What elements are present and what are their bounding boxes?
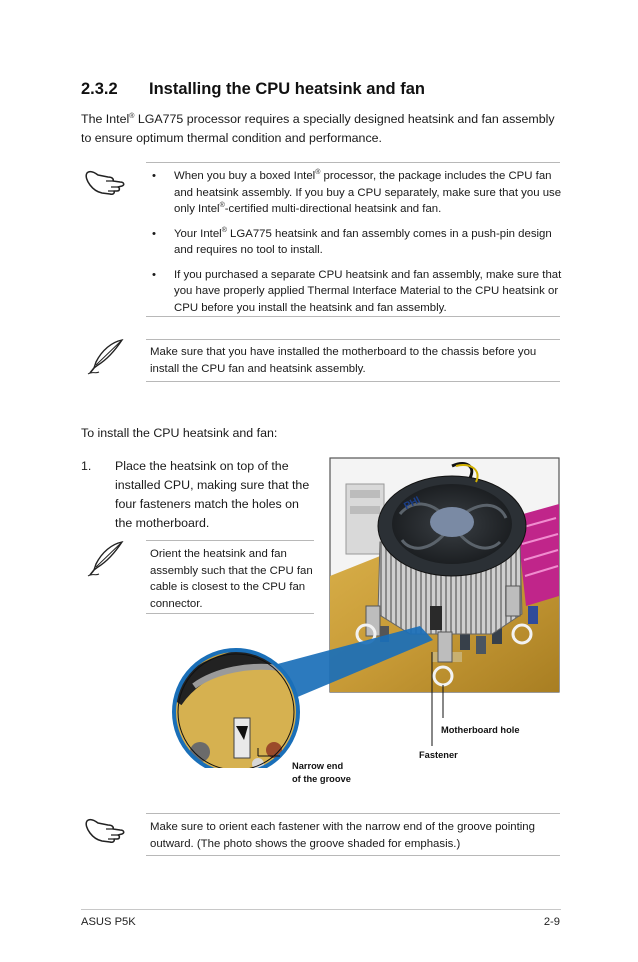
caution-text: Make sure that you have installed the motherboard to the chassis before you install the CPU fan and heatsink assembly. [150,346,537,375]
section-number: 2.3.2 [81,80,118,98]
note-top-rule [146,162,560,163]
list-item: • If you purchased a separate CPU heatsink and fan assembly, make sure that you have properly applied Thermal Interface Material to the CPU heatsink or CPU before you install the heatsink and fan assembly. [152,268,562,314]
quill-pen-icon [86,338,126,376]
step-text: Place the heatsink on top of the installed CPU, making sure that the four fasteners match the holes on the motherboard. [115,459,310,530]
list-item: • Your Intel® LGA775 heatsink and fan assembly comes in a push-pin design and requires no tool to install. [152,226,552,256]
step-number: 1. [81,459,92,473]
footer-rule [81,909,561,910]
note-text: Make sure to orient each fastener with the narrow end of the groove pointing outward. (The photo shows the groove shaded for emphasis.) [150,821,535,850]
intro-paragraph [81,110,561,148]
list-item: • When you buy a boxed Intel® processor, the package includes the CPU fan and heatsink assembly. If you buy a CPU separately, make sure that you use only Intel®-certified multi-directional heatsink and fan. [152,169,562,215]
caution-text: Orient the heatsink and fan assembly such that the CPU fan cable is closest to the CPU fan connector. [150,548,313,610]
caution-top-rule [146,339,560,340]
footer-page-number: 2-9 [543,916,560,928]
steps-intro: To install the CPU heatsink and fan: [81,426,278,440]
pointing-hand-icon [84,166,128,196]
heatsink-installation-photo [170,456,562,768]
section-heading [81,80,425,99]
callout-motherboard-hole: Motherboard hole [441,725,520,735]
note-bottom-rule [146,316,560,317]
note-bullet-list [150,168,562,324]
note-top-rule [146,813,560,814]
intro-text-post: LGA775 processor requires a specially designed heatsink and fan assembly to ensure optimum thermal condition and performance. [81,112,555,145]
section-title: Installing the CPU heatsink and fan [149,80,425,98]
caution-bottom-rule [146,381,560,382]
pointing-hand-icon [84,814,128,844]
intro-text-pre: The Intel [81,112,130,126]
callout-narrow-end: Narrow end of the groove [292,761,351,784]
note-bottom-rule [146,855,560,856]
quill-pen-icon [86,540,126,578]
callout-fastener: Fastener [419,750,458,760]
fan-logo: PHI [402,494,423,513]
footer-product-name: ASUS P5K [81,916,136,928]
registered-mark: ® [129,113,135,120]
